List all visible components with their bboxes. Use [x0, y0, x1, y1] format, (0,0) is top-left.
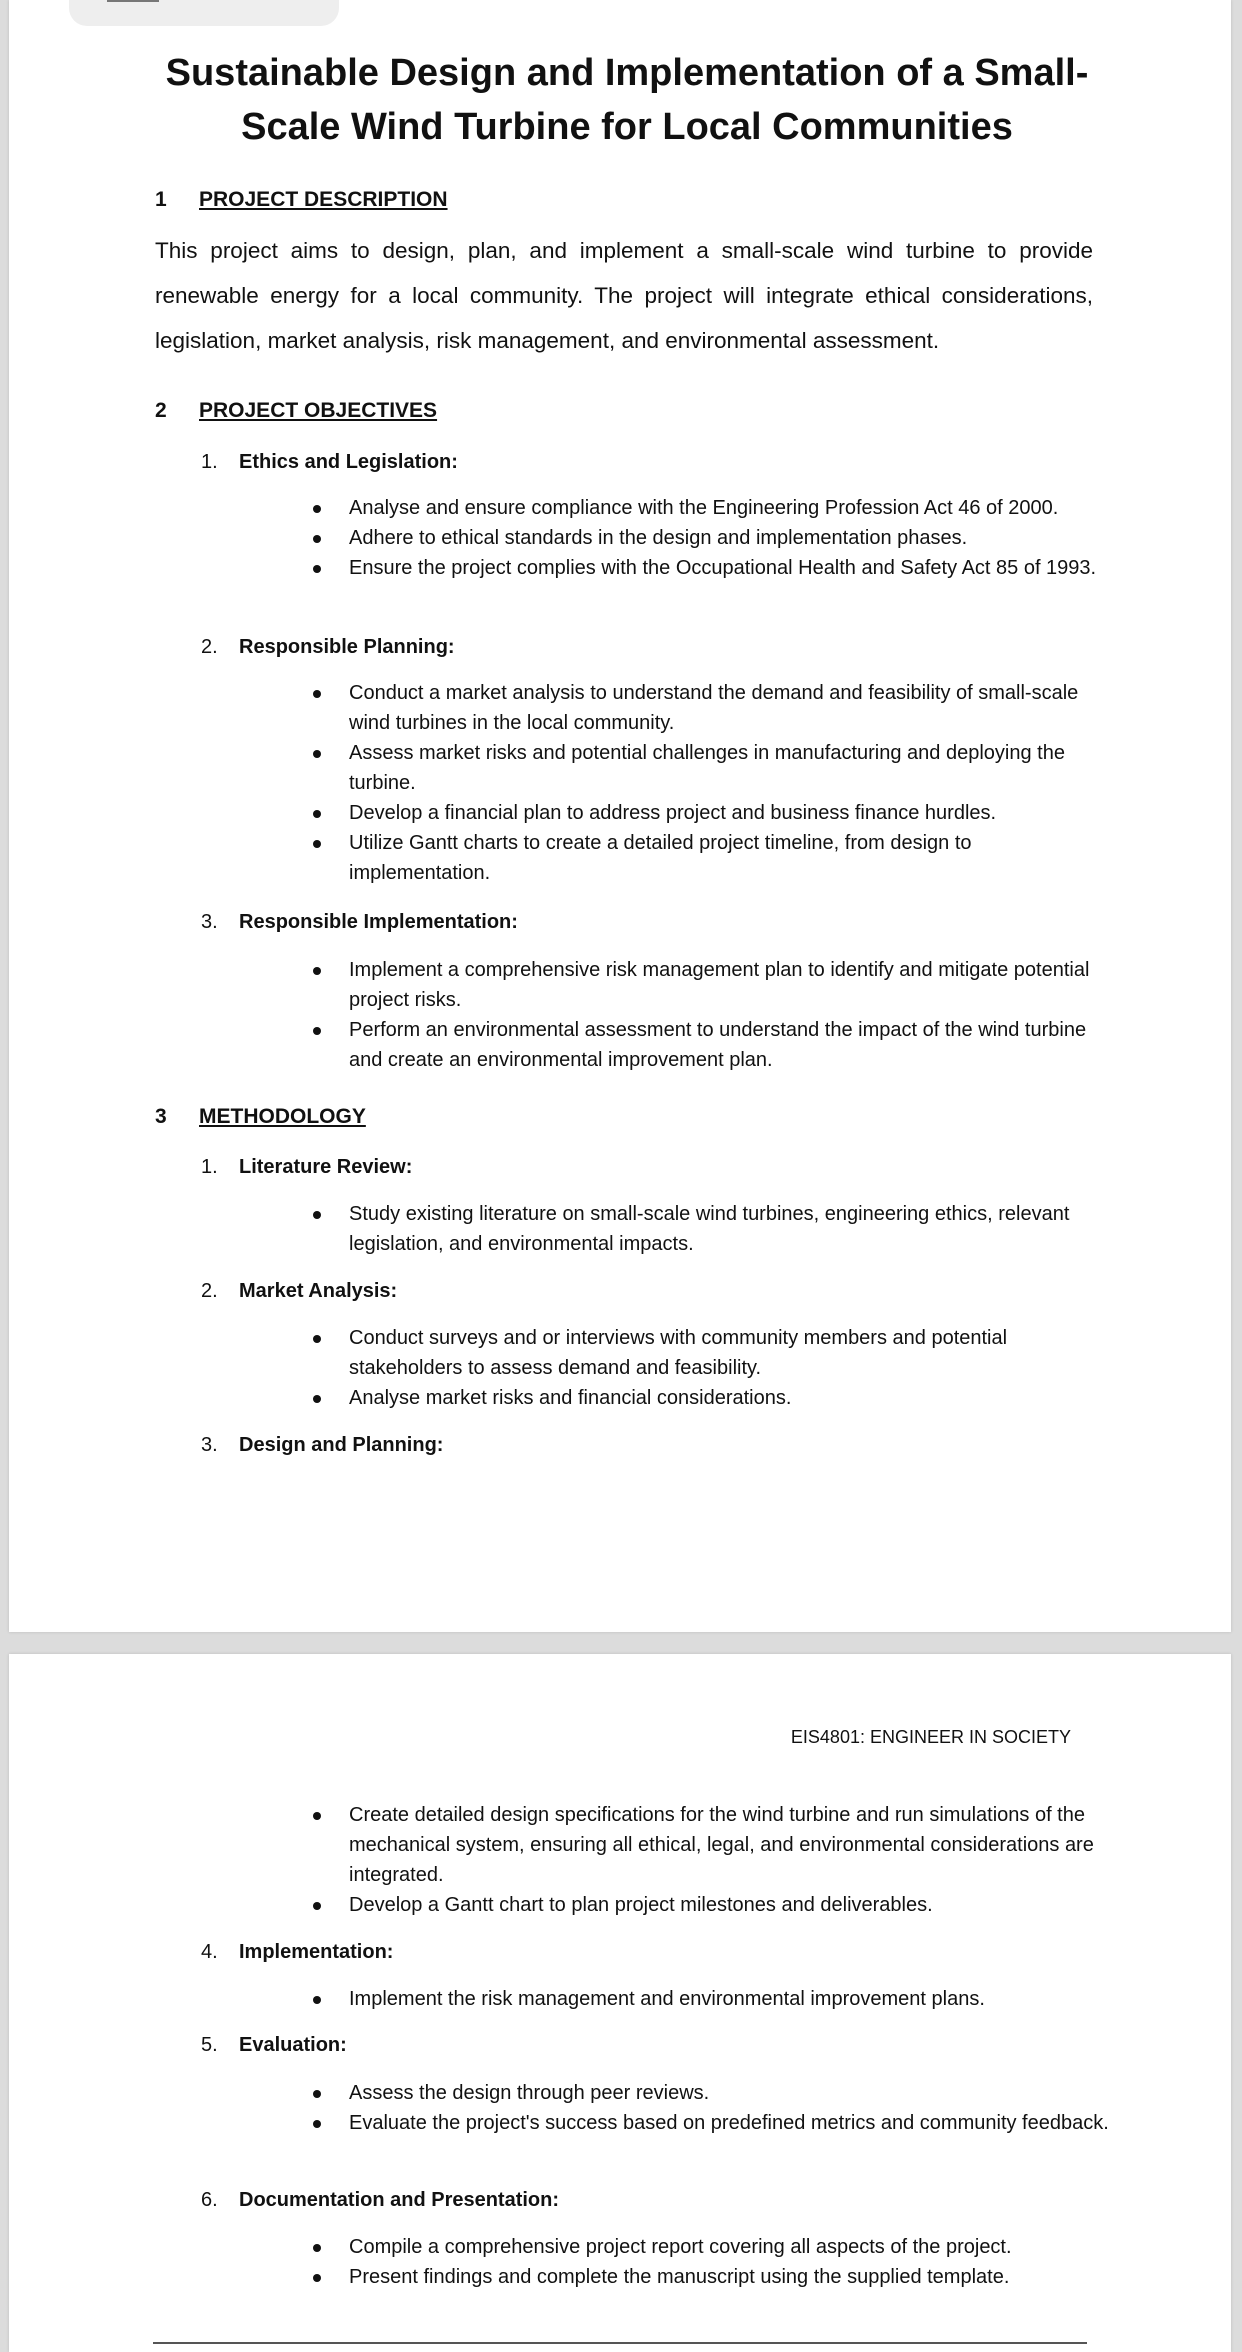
bullet-icon: [313, 2244, 321, 2252]
bullet-item: Assess market risks and potential challenges in manufacturing and deploying the turbine.: [309, 738, 1109, 798]
description-paragraph: This project aims to design, plan, and implement a small-scale wind turbine to provide renewable energy for a local community. The project will integrate ethical considerations, legislation, market analysis, risk management, and environmental assessment.: [155, 238, 1093, 353]
bullet-icon: [313, 565, 321, 573]
method-item-title: 1. Literature Review:: [201, 1156, 413, 1178]
bullet-item: Assess the design through peer reviews.: [309, 2078, 1109, 2108]
document-title: Sustainable Design and Implementation of a Small-Scale Wind Turbine for Local Communities: [165, 52, 1089, 148]
bullet-item: Develop a Gantt chart to plan project milestones and deliverables.: [309, 1890, 1109, 1920]
bullet-icon: [313, 690, 321, 698]
bullet-icon: [313, 2120, 321, 2128]
document-page-2: [9, 1654, 1231, 2352]
bullet-icon: [313, 750, 321, 758]
bullet-item: Compile a comprehensive project report covering all aspects of the project.: [309, 2232, 1109, 2262]
page-header: EIS4801: ENGINEER IN SOCIETY: [790, 1727, 1071, 1747]
method-bullets: [309, 2232, 1109, 2292]
section-heading-objectives: 2 PROJECT OBJECTIVES: [155, 399, 438, 422]
objective-bullets: [309, 955, 1109, 1075]
viewer-overlay-tab[interactable]: [69, 0, 339, 26]
objective-item-title: 1. Ethics and Legislation:: [201, 451, 458, 473]
bullet-icon: [313, 535, 321, 543]
bullet-item: Ensure the project complies with the Occupational Health and Safety Act 85 of 1993.: [309, 553, 1109, 583]
bullet-icon: [313, 1812, 321, 1820]
bullet-item: Develop a financial plan to address project and business finance hurdles.: [309, 798, 1109, 828]
method-bullets: [309, 1984, 1109, 2014]
tab-handle-icon: [107, 0, 159, 2]
document-page-1: [9, 0, 1231, 1632]
bullet-icon: [313, 2090, 321, 2098]
bullet-icon: [313, 810, 321, 818]
bullet-icon: [313, 1335, 321, 1343]
bullet-item: Conduct surveys and or interviews with community members and potential stakeholders to assess demand and feasibility.: [309, 1323, 1109, 1383]
method-bullets: [309, 2078, 1109, 2138]
bullet-icon: [313, 505, 321, 513]
objective-bullets: [309, 493, 1109, 583]
bullet-icon: [313, 840, 321, 848]
bullet-item: Present findings and complete the manuscript using the supplied template.: [309, 2262, 1109, 2292]
method-bullets: [309, 1323, 1109, 1413]
method-bullets: [309, 1800, 1109, 1920]
method-item-title: 5. Evaluation:: [201, 2034, 347, 2056]
method-item-title: 4. Implementation:: [201, 1941, 394, 1963]
bullet-item: Analyse and ensure compliance with the Engineering Profession Act 46 of 2000.: [309, 493, 1109, 523]
bullet-item: Utilize Gantt charts to create a detailed project timeline, from design to implementation.: [309, 828, 1109, 888]
bullet-icon: [313, 967, 321, 975]
bullet-icon: [313, 1211, 321, 1219]
bullet-item: Study existing literature on small-scale wind turbines, engineering ethics, relevant legislation, and environmental impacts.: [309, 1199, 1109, 1259]
bullet-item: Conduct a market analysis to understand the demand and feasibility of small-scale wind turbines in the local community.: [309, 678, 1109, 738]
bullet-item: Perform an environmental assessment to understand the impact of the wind turbine and create an environmental improvement plan.: [309, 1015, 1109, 1075]
method-item-title: 6. Documentation and Presentation:: [201, 2189, 560, 2211]
bullet-item: Adhere to ethical standards in the design and implementation phases.: [309, 523, 1109, 553]
bullet-icon: [313, 1027, 321, 1035]
bullet-item: Implement a comprehensive risk management plan to identify and mitigate potential project risks.: [309, 955, 1109, 1015]
bullet-icon: [313, 2274, 321, 2282]
bullet-icon: [313, 1902, 321, 1910]
bullet-icon: [313, 1395, 321, 1403]
bullet-item: Create detailed design specifications for the wind turbine and run simulations of the mechanical system, ensuring all ethical, legal, and environmental considerations are integrated.: [309, 1800, 1109, 1890]
objective-item-title: 3. Responsible Implementation:: [201, 911, 518, 933]
section-heading-methodology: 3 METHODOLOGY: [155, 1105, 366, 1128]
method-item-title: 3. Design and Planning:: [201, 1434, 444, 1456]
bullet-item: Evaluate the project's success based on predefined metrics and community feedback.: [309, 2108, 1109, 2138]
footer-divider: [153, 2342, 1087, 2344]
objective-item-title: 2. Responsible Planning:: [201, 636, 455, 658]
bullet-item: Implement the risk management and environmental improvement plans.: [309, 1984, 1109, 2014]
objective-bullets: [309, 678, 1109, 888]
method-bullets: [309, 1199, 1109, 1259]
bullet-icon: [313, 1996, 321, 2004]
method-item-title: 2. Market Analysis:: [201, 1280, 398, 1302]
section-heading-description: 1 PROJECT DESCRIPTION: [155, 188, 448, 211]
bullet-item: Analyse market risks and financial considerations.: [309, 1383, 1109, 1413]
